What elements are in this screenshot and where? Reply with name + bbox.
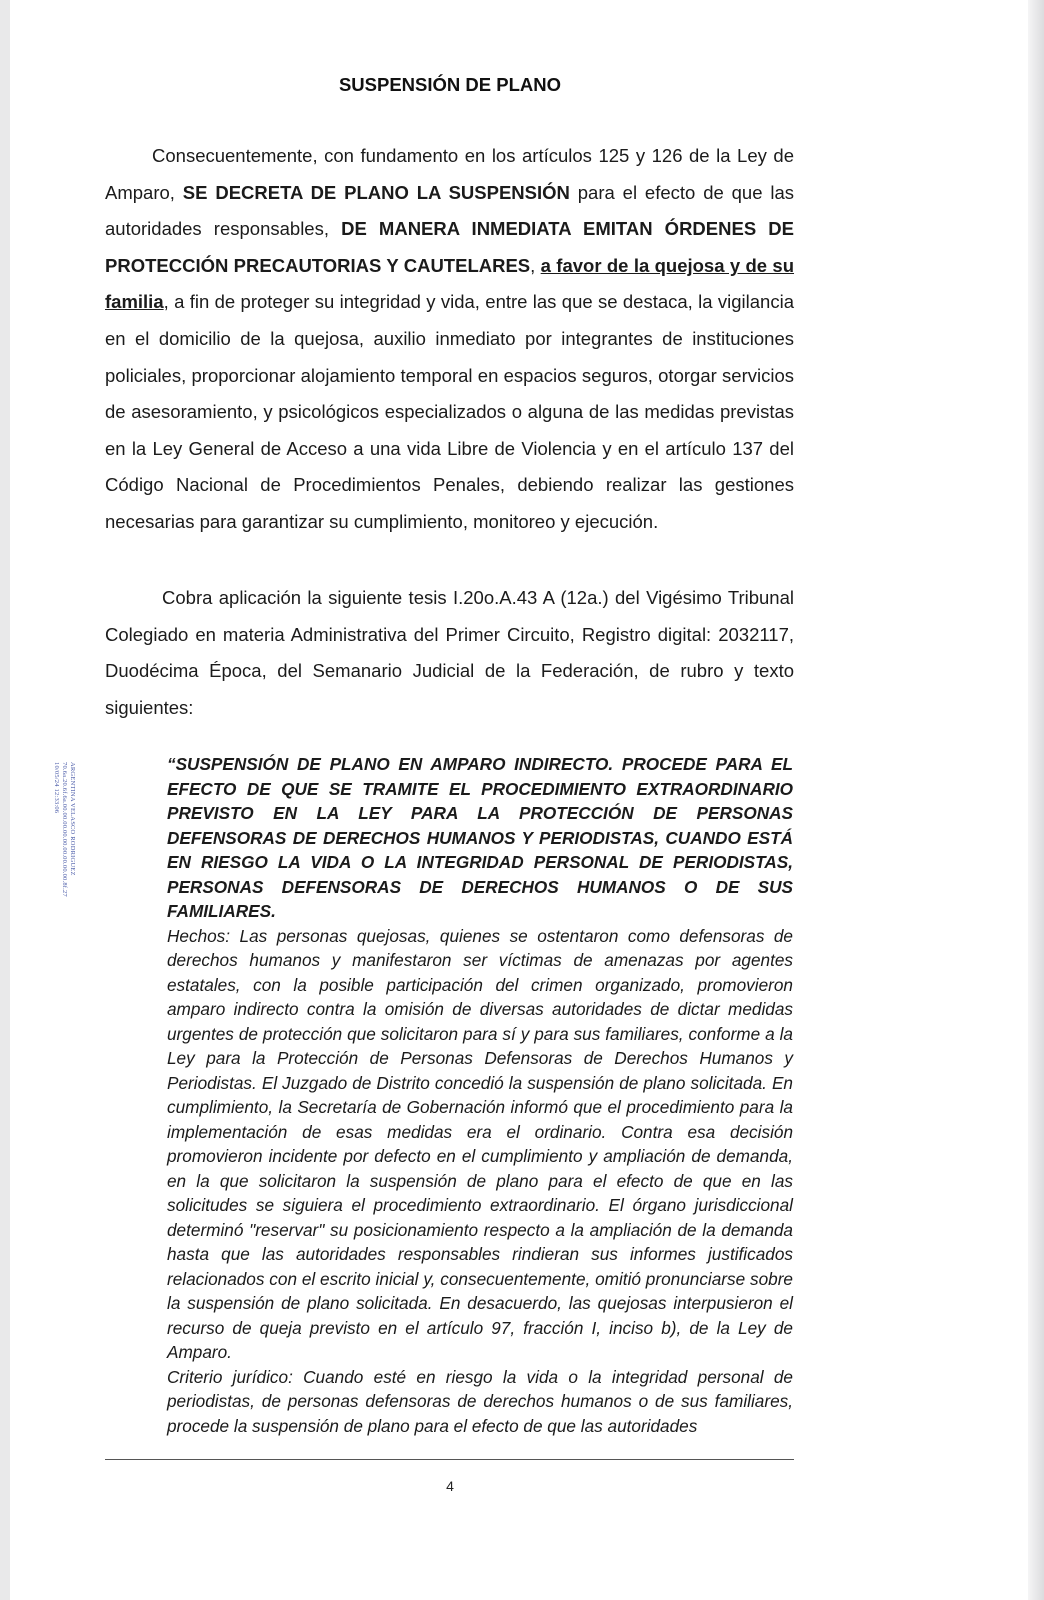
p1-text-1: Consecuentemente, con fundamento en los artículos 125 y 126 de la Ley de Amparo, (105, 145, 794, 203)
page-edge-shadow (1028, 0, 1044, 1600)
paragraph-suspension (105, 138, 794, 541)
p1-text-2: para el efecto de que las autoridades responsables, (105, 181, 795, 240)
thesis-hechos: Hechos: Las personas quejosas, quienes se ostentaron como defensoras de derechos humanos y manifestaron ser víctimas de amenazas por agentes estatales, con la posible participación del crimen organizado, promovieron amparo indirecto contra la omisión de diversas autoridades de dictar medidas urgentes de protección que solicitaron para sí y para sus familiares, conforme a la Ley para la Protección de Personas Defensoras de Derechos Humanos y Periodistas. El Juzgado de Distrito concedió la suspensión de plano solicitada. En cumplimiento, la Secretaría de Gobernación informó que el procedimiento para la implementación de esas medidas era el ordinario. Contra esa decisión promovieron incidente por defecto en el cumplimiento y ampliación de demanda, en la que solicitaron la suspensión de plano para el efecto de que en las solicitudes se siguiera el procedimiento extraordinario. El órgano jurisdiccional determinó "reservar" su posicionamiento respecto a la ampliación de la demanda hasta que las autoridades responsables rindieran sus informes justificados relacionados con el escrito inicial y, consecuentemente, omitió pronunciarse sobre la suspensión de plano solicitada. En desacuerdo, las quejosas interpusieron el recurso de queja previsto en el artículo 97, fracción I, inciso b), de la Ley de Amparo. (167, 925, 793, 1362)
stamp-line-2: 70.6a.20.6f.6a.00.00.00.00.00.00.00.00.00.8f.27 (61, 762, 68, 897)
p1-bold-2: DE MANERA INMEDIATA EMITAN ÓRDENES DE PROTECCIÓN PRECAUTORIAS Y CAUTELARES (105, 218, 794, 276)
electronic-signature-stamp (46, 762, 80, 932)
p2-text: Cobra aplicación la siguiente tesis I.20o.A.43 A (12a.) del Vigésimo Tribunal Colegiado en materia Administrativa del Primer Circuito, Registro digital: 2032117, Duodécima Época, del Semanario Judicial de la Federación, de rubro y texto siguientes: (105, 587, 794, 718)
p1-underlined: a favor de la quejosa y de su familia (105, 254, 795, 313)
stamp-line-3: 10/05/24 12:33:06 (53, 762, 60, 814)
thesis-title: “SUSPENSIÓN DE PLANO EN AMPARO INDIRECTO. PROCEDE PARA EL EFECTO DE QUE SE TRAMITE EL PROCEDIMIENTO EXTRAORDINARIO PREVISTO EN LA LEY PARA LA PROTECCIÓN DE PERSONAS DEFENSORAS DE DERECHOS HUMANOS Y PERIODISTAS, CUANDO ESTÁ EN RIESGO LA VIDA O LA INTEGRIDAD PERSONAL DE PERIODISTAS, PERSONAS DEFENSORAS DE DERECHOS HUMANOS O DE SUS FAMILIARES. (167, 754, 793, 921)
thesis-quote (167, 752, 793, 1438)
document-page (10, 0, 1028, 1600)
page-number: 4 (446, 1478, 454, 1494)
p1-text-3: , (530, 254, 541, 276)
footer-divider (105, 1459, 794, 1460)
thesis-criterio: Criterio jurídico: Cuando esté en riesgo la vida o la integridad personal de periodistas, de personas defensoras de derechos humanos o de sus familiares, procede la suspensión de plano para el efecto de que las autoridades (167, 1366, 793, 1436)
p1-text-4: , a fin de proteger su integridad y vida, entre las que se destaca, la vigilancia en el domicilio de la quejosa, auxilio inmediato por integrantes de instituciones policiales, proporcionar alojamiento temporal en espacios seguros, otorgar servicios de asesoramiento, y psicológicos especializados o alguna de las medidas previstas en la Ley General de Acceso a una vida Libre de Violencia y en el artículo 137 del Código Nacional de Procedimientos Penales, debiendo realizar las gestiones necesarias para garantizar su cumplimiento, monitoreo y ejecución. (105, 291, 794, 532)
p1-bold-1: SE DECRETA DE PLANO LA SUSPENSIÓN (182, 181, 570, 203)
stamp-line-1: ARGENTINA VELASCO RODRIGUEZ (69, 762, 76, 876)
section-heading: SUSPENSIÓN DE PLANO (338, 74, 562, 95)
paragraph-tesis-intro (105, 580, 794, 726)
